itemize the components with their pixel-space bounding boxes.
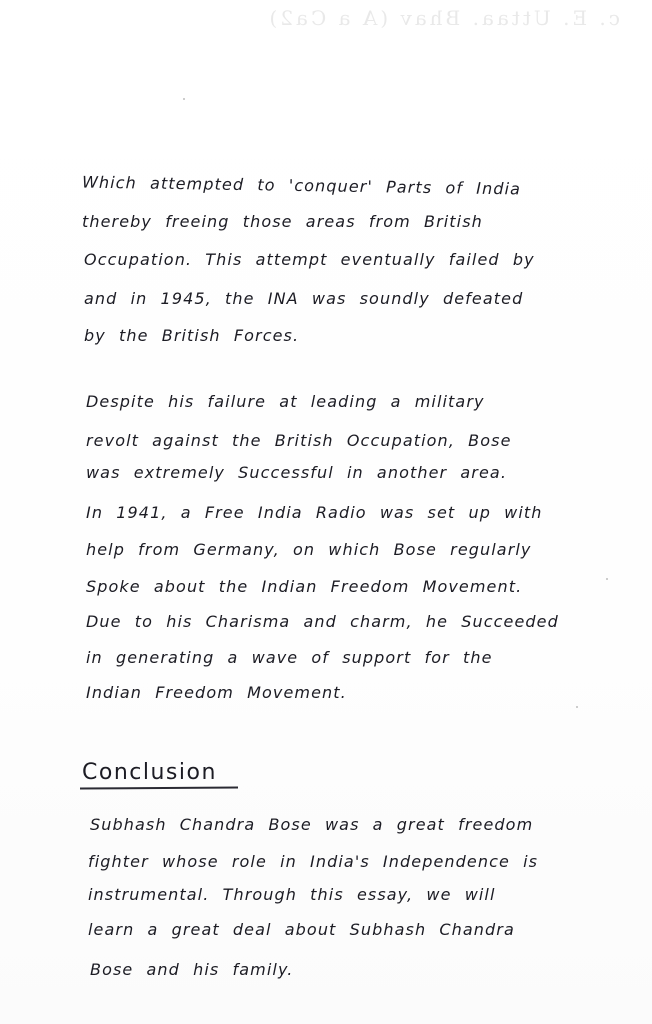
text-line: Which attempted to 'conquer' Parts of India — [81, 172, 522, 199]
text-line: help from Germany, on which Bose regularly — [86, 540, 532, 559]
text-line: Subhash Chandra Bose was a great freedom — [90, 815, 534, 834]
ink-dot — [606, 578, 608, 580]
text-line: Despite his failure at leading a military — [86, 392, 485, 411]
ink-dot — [183, 98, 185, 100]
ink-dot — [576, 706, 578, 708]
text-line: and in 1945, the INA was soundly defeated — [84, 289, 524, 308]
text-line: was extremely Successful in another area. — [86, 463, 508, 482]
text-line: Spoke about the Indian Freedom Movement. — [86, 577, 523, 596]
text-line: in generating a wave of support for the — [86, 648, 493, 667]
text-line: fighter whose role in India's Independence is — [88, 852, 539, 871]
text-line: instrumental. Through this essay, we will — [88, 885, 496, 904]
text-line: thereby freeing those areas from British — [82, 212, 483, 231]
text-line: by the British Forces. — [84, 326, 300, 345]
bleed-through-text: c. E. Uttaa. Bhav (A a Ca2) — [266, 6, 620, 30]
text-line: Due to his Charisma and charm, he Succeeded — [86, 612, 559, 631]
text-line: Bose and his family. — [90, 960, 294, 979]
text-line: revolt against the British Occupation, Bose — [86, 431, 512, 450]
conclusion-heading: Conclusion — [82, 760, 217, 785]
text-line: learn a great deal about Subhash Chandra — [88, 920, 515, 939]
text-line: Indian Freedom Movement. — [86, 683, 347, 702]
heading-underline — [80, 786, 238, 789]
text-line: Occupation. This attempt eventually failed by — [84, 250, 535, 269]
text-line: In 1941, a Free India Radio was set up with — [86, 503, 543, 522]
